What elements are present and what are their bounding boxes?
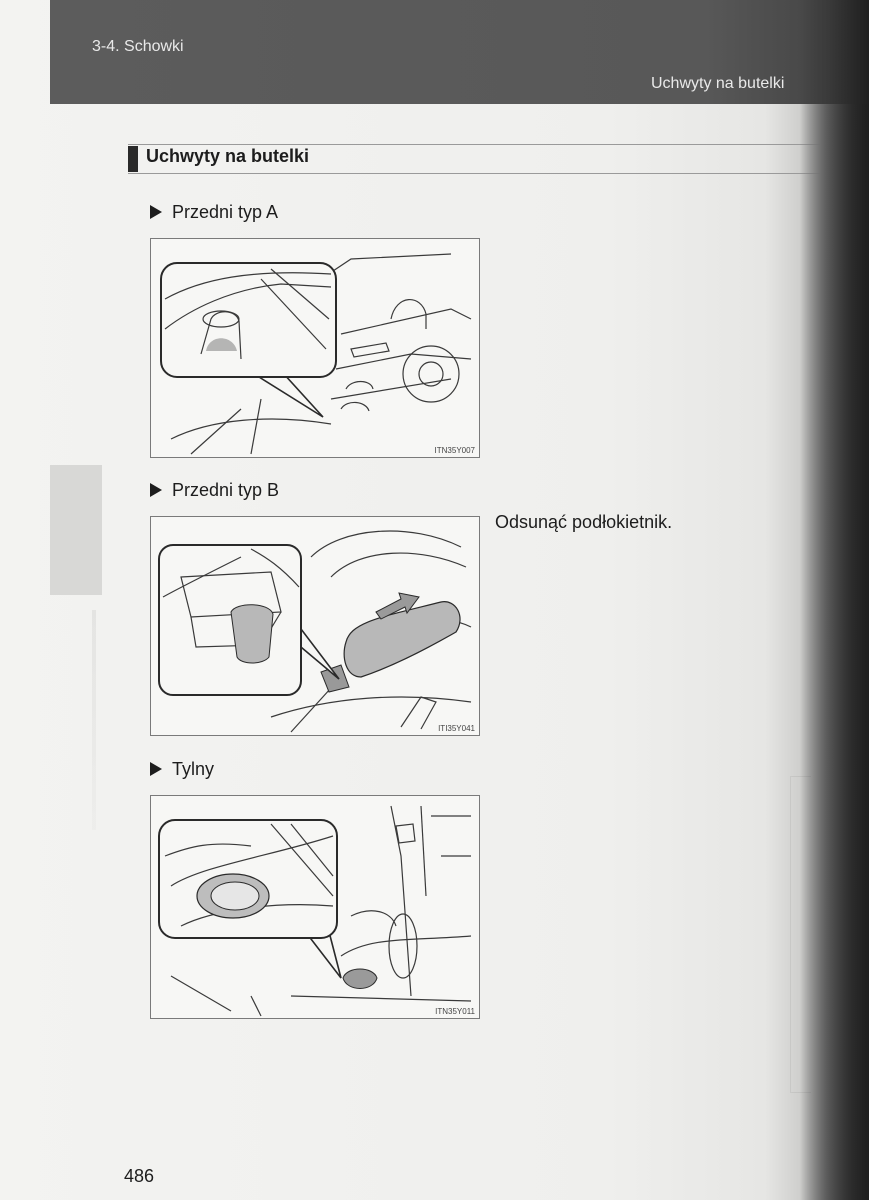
triangle-bullet-icon [150, 483, 162, 497]
title-accent-block [128, 146, 138, 172]
triangle-bullet-icon [150, 762, 162, 776]
page-number: 486 [124, 1166, 155, 1186]
page-title: Uchwyty na butelki [146, 146, 310, 166]
subsection-label: Przedni typ B [172, 480, 280, 500]
subsection-front-type-a [150, 202, 278, 223]
figure-rear [150, 795, 480, 1019]
armrest-instruction: Odsunąć podłokietnik. [495, 512, 673, 532]
side-divider [92, 610, 96, 830]
subsection-label: Tylny [172, 759, 215, 779]
figure-front-type-a [150, 238, 480, 458]
subsection-label: Przedni typ A [172, 202, 279, 222]
front-cupholder-illustration [151, 239, 479, 457]
subsection-front-type-b [150, 480, 279, 501]
subsection-rear [150, 759, 214, 780]
figure-code: ITN35Y011 [435, 1007, 475, 1016]
figure-front-type-b [150, 516, 480, 736]
binding-shadow [800, 0, 869, 1200]
running-section-title: Uchwyty na butelki [651, 75, 785, 92]
chapter-label: 3-4. Schowki [92, 38, 184, 55]
figure-code: ITI35Y041 [438, 724, 475, 733]
chapter-side-tab [50, 465, 102, 595]
triangle-bullet-icon [150, 205, 162, 219]
figure-code: ITN35Y007 [434, 446, 475, 455]
rear-cupholder-illustration [151, 796, 479, 1018]
armrest-cupholder-illustration [151, 517, 479, 735]
